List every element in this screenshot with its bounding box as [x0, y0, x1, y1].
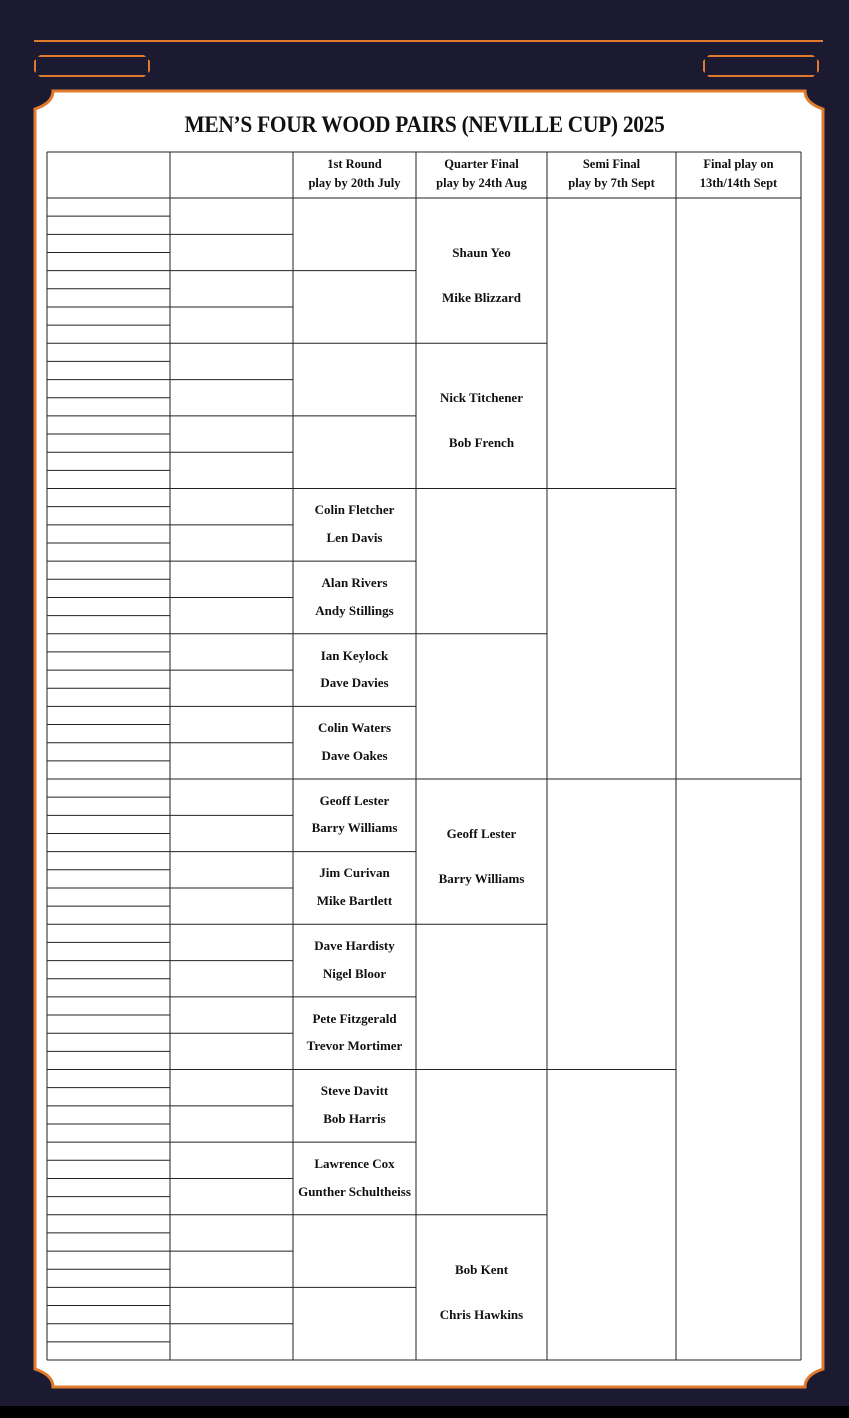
round1-player: Gunther Schultheiss	[298, 1183, 411, 1199]
column-header-line2: play by 20th July	[308, 176, 401, 190]
quarter-player: Chris Hawkins	[439, 1306, 524, 1322]
round1-player: Dave Davies	[320, 675, 389, 691]
column-header	[700, 155, 777, 193]
quarter-player: Shaun Yeo	[452, 245, 511, 261]
round1-player: Ian Keylock	[320, 647, 389, 663]
round1-player: Alan Rivers	[321, 574, 388, 590]
quarter-player: Bob Kent	[454, 1261, 509, 1277]
column-header	[568, 155, 654, 193]
quarter-player: Nick Titchener	[440, 390, 523, 406]
round1-player: Barry Williams	[311, 820, 398, 836]
page-title: MEN’S FOUR WOOD PAIRS (NEVILLE CUP) 2025	[184, 112, 665, 137]
round1-player: Nigel Bloor	[322, 965, 387, 981]
column-header-line1: Final play on	[703, 157, 774, 171]
round1-player: Bob Harris	[323, 1110, 386, 1126]
round1-player: Colin Waters	[317, 720, 392, 736]
round1-player: Lawrence Cox	[314, 1155, 395, 1171]
round1-player: Len Davis	[326, 529, 383, 545]
round1-player: Pete Fitzgerald	[312, 1010, 397, 1026]
round1-player: Steve Davitt	[320, 1083, 389, 1099]
bottom-bar	[0, 1406, 849, 1418]
round1-player: Trevor Mortimer	[306, 1038, 403, 1054]
round1-player: Andy Stillings	[315, 602, 394, 618]
round1-player: Colin Fletcher	[314, 502, 395, 518]
column-header-line1: 1st Round	[327, 157, 382, 171]
quarter-player: Mike Blizzard	[441, 290, 522, 306]
column-header-line2: 13th/14th Sept	[699, 176, 778, 190]
quarter-player: Barry Williams	[438, 871, 525, 887]
quarter-player: Bob French	[448, 435, 515, 451]
quarter-player: Geoff Lester	[446, 826, 517, 842]
round1-player: Jim Curivan	[319, 865, 390, 881]
column-header	[308, 155, 400, 193]
column-header-line1: Quarter Final	[444, 157, 519, 171]
column-header	[436, 155, 527, 193]
column-header-line1: Semi Final	[582, 157, 641, 171]
round1-player: Dave Hardisty	[314, 938, 395, 954]
round1-player: Dave Oakes	[321, 747, 388, 763]
column-header-line2: play by 7th Sept	[568, 176, 655, 190]
round1-player: Mike Bartlett	[316, 893, 393, 908]
column-header-line2: play by 24th Aug	[436, 176, 527, 190]
round1-player: Geoff Lester	[319, 792, 390, 808]
